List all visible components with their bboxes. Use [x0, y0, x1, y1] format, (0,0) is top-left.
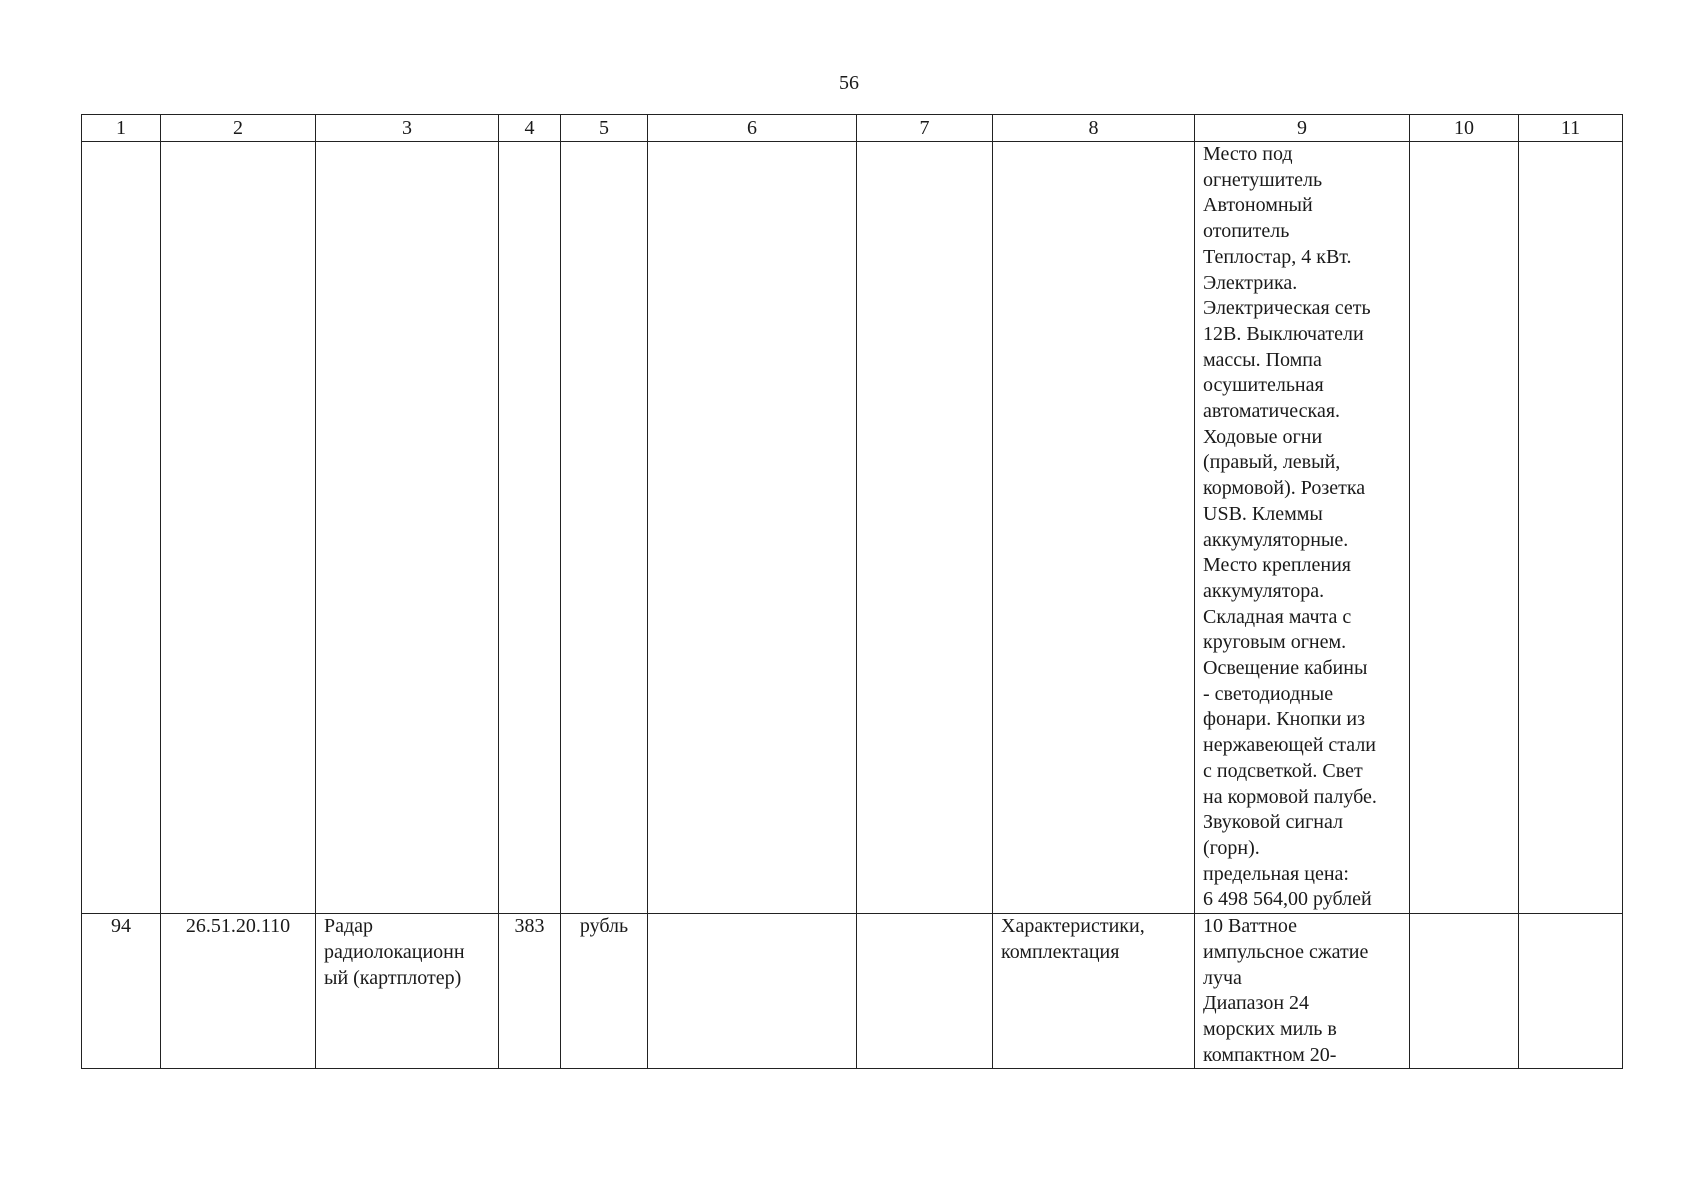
text-line: морских миль в — [1203, 1017, 1337, 1040]
text-line: кормовой). Розетка — [1203, 477, 1366, 500]
cell-col-10 — [1410, 914, 1519, 1069]
text-line: Складная мачта с — [1203, 605, 1352, 628]
text-line: круговым огнем. — [1203, 631, 1347, 654]
cell-col-10 — [1410, 142, 1519, 914]
text-line: огнетушитель — [1203, 168, 1323, 191]
cell-okpd2-code — [161, 142, 316, 914]
cell-col-6 — [648, 142, 857, 914]
text-line: автоматическая. — [1203, 400, 1341, 423]
text-line: Автономный — [1203, 194, 1313, 217]
table-row-continuation — [82, 142, 1623, 914]
cell-okei-code — [499, 142, 561, 914]
text-line: (правый, левый, — [1203, 451, 1341, 474]
text-line: осушительная — [1203, 374, 1324, 397]
text-line: аккумуляторные. — [1203, 528, 1349, 551]
column-number: 4 — [499, 115, 561, 142]
text-line: (горн). — [1203, 836, 1260, 859]
cell-col-7 — [857, 914, 993, 1069]
column-number: 11 — [1519, 115, 1623, 142]
column-number: 7 — [857, 115, 993, 142]
cell-unit: рубль — [561, 914, 648, 1069]
column-number: 10 — [1410, 115, 1519, 142]
text-line: 12В. Выключатели — [1203, 322, 1364, 345]
text-line: предельная цена: — [1203, 862, 1349, 885]
column-number: 6 — [648, 115, 857, 142]
cell-characteristic-value — [1195, 142, 1410, 914]
text-line: импульсное сжатие — [1203, 940, 1369, 963]
text-line: Место под — [1203, 143, 1293, 165]
text-line: луча — [1203, 966, 1242, 989]
text-line: с подсветкой. Свет — [1203, 759, 1363, 782]
text-line: Место крепления — [1203, 554, 1352, 577]
cell-col-7 — [857, 142, 993, 914]
page-number: 56 — [839, 72, 859, 94]
text-line: отопитель — [1203, 220, 1290, 243]
text-line: Звуковой сигнал — [1203, 811, 1344, 834]
cell-col-6 — [648, 914, 857, 1069]
cell-okpd2-code: 26.51.20.110 — [161, 914, 316, 1069]
text-line: компактном 20- — [1203, 1043, 1337, 1066]
column-number-row — [82, 115, 1623, 142]
text-line: Освещение кабины — [1203, 657, 1368, 680]
text-line: Диапазон 24 — [1203, 992, 1310, 1015]
cell-row-number — [82, 142, 161, 914]
text-line: 10 Ваттное — [1203, 915, 1298, 938]
text-line: комплектация — [1001, 940, 1120, 963]
text-line: на кормовой палубе. — [1203, 785, 1377, 808]
column-number: 2 — [161, 115, 316, 142]
column-number: 5 — [561, 115, 648, 142]
column-number: 1 — [82, 115, 161, 142]
cell-row-number: 94 — [82, 914, 161, 1069]
column-number: 9 — [1195, 115, 1410, 142]
document-table — [81, 114, 1623, 1069]
text-line: фонари. Кнопки из — [1203, 708, 1366, 731]
cell-characteristic — [993, 914, 1195, 1069]
text-line: Теплостар, 4 кВт. — [1203, 245, 1352, 268]
column-number: 3 — [316, 115, 499, 142]
cell-unit — [561, 142, 648, 914]
text-line: Характеристики, — [1001, 915, 1145, 938]
text-line: - светодиодные — [1203, 682, 1334, 705]
column-number: 8 — [993, 115, 1195, 142]
text-line: 6 498 564,00 рублей — [1203, 888, 1372, 911]
text-line: USB. Клеммы — [1203, 502, 1323, 525]
cell-col-11 — [1519, 142, 1623, 914]
cell-okei-code: 383 — [499, 914, 561, 1069]
text-line: нержавеющей стали — [1203, 734, 1376, 757]
text-line: Электрика. — [1203, 271, 1298, 294]
text-line: массы. Помпа — [1203, 348, 1322, 371]
cell-item-name — [316, 142, 499, 914]
text-line: Радар — [324, 915, 374, 938]
text-line: аккумулятора. — [1203, 579, 1325, 602]
cell-item-name — [316, 914, 499, 1069]
cell-col-11 — [1519, 914, 1623, 1069]
text-line: радиолокационн — [324, 940, 465, 963]
text-line: Электрическая сеть — [1203, 297, 1371, 320]
table-row — [82, 914, 1623, 1069]
text-line: ый (картплотер) — [324, 966, 462, 989]
cell-characteristic — [993, 142, 1195, 914]
text-line: Ходовые огни — [1203, 425, 1323, 448]
cell-characteristic-value — [1195, 914, 1410, 1069]
